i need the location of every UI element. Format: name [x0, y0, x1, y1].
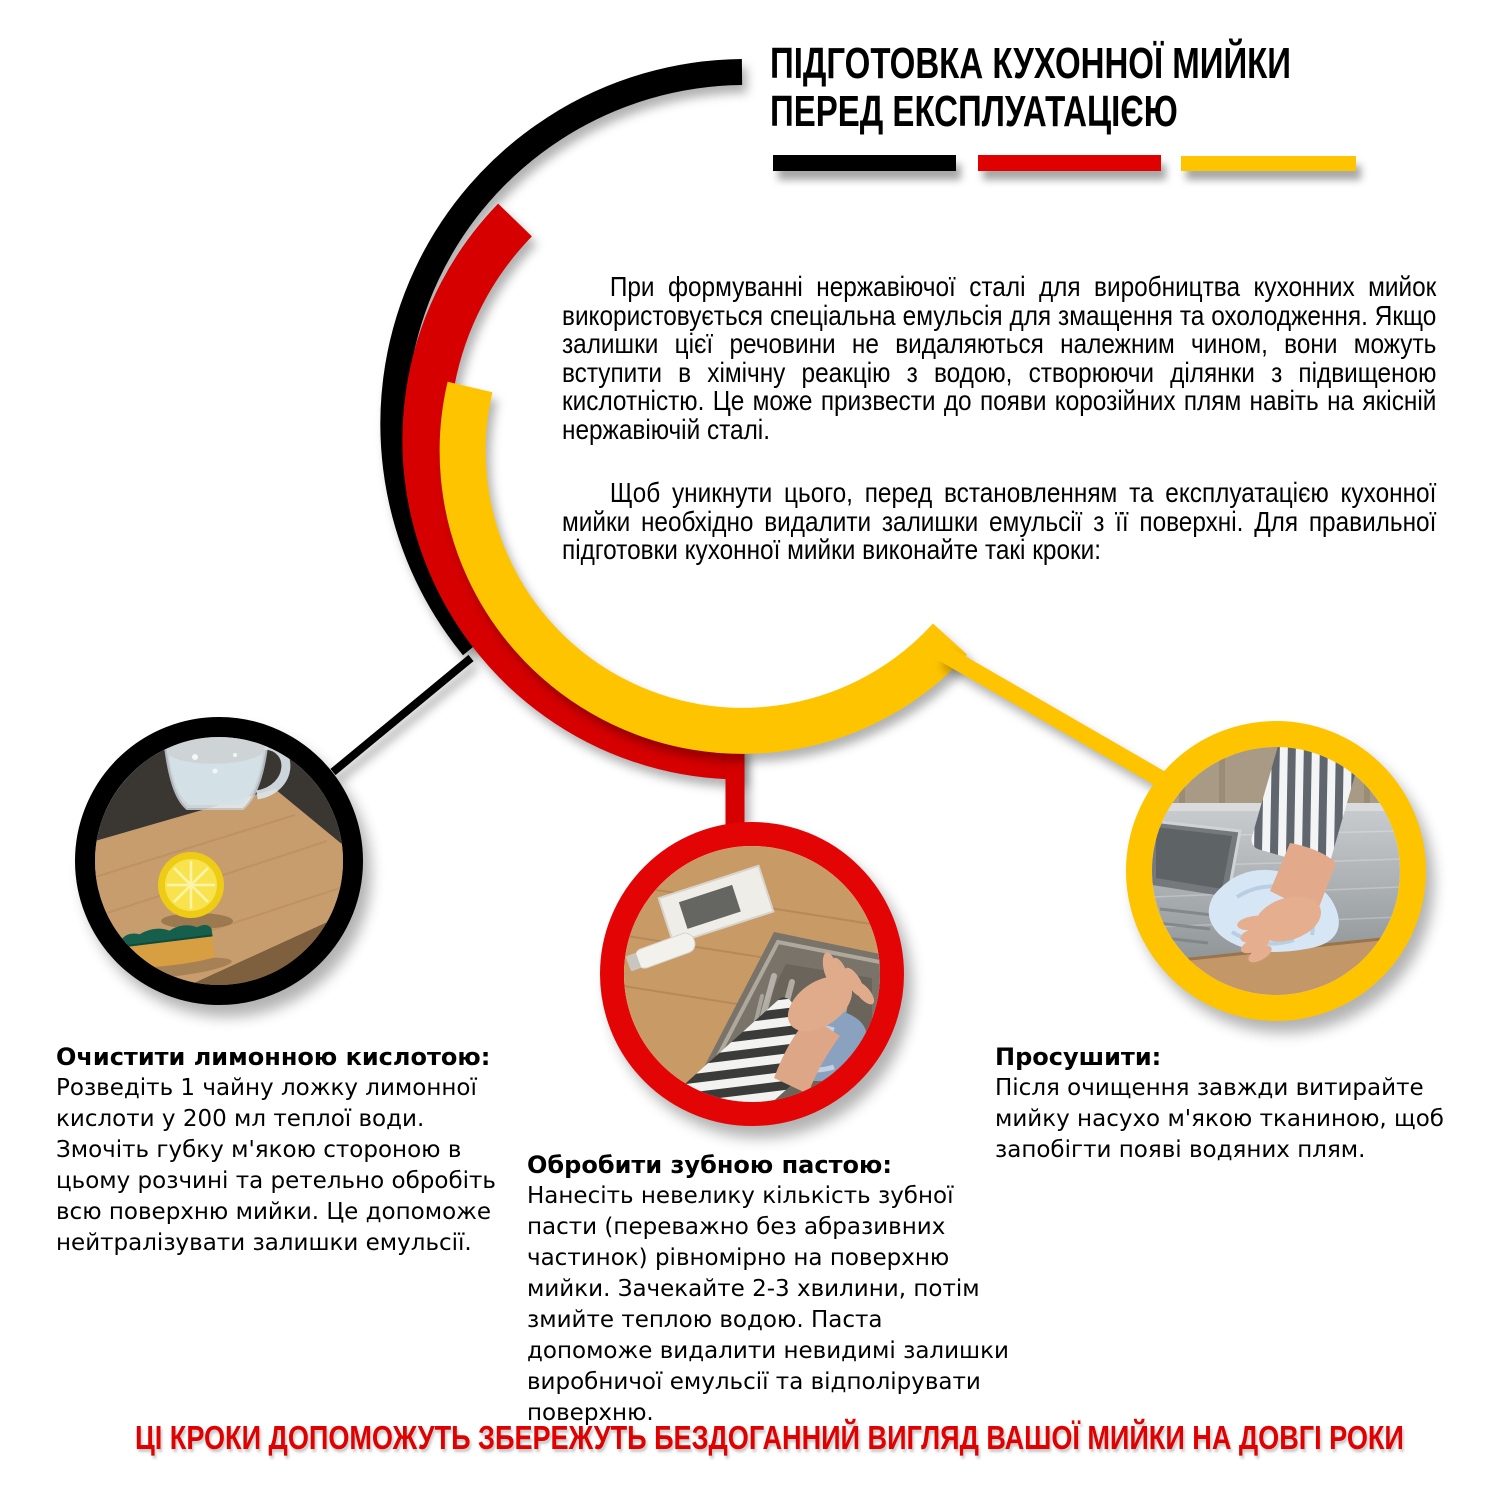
footer-banner: ЦІ КРОКИ ДОПОМОЖУТЬ ЗБЕРЕЖУТЬ БЕЗДОГАННИЙ ВИГЛЯД ВАШОЇ МИЙКИ НА ДОВГІ РОКИ [135, 1419, 1404, 1456]
step-photo-ring-dry [1126, 721, 1426, 1021]
step-toothpaste-description: Нанесіть невелику кількість зубної пасти (переважно без абразивних частинок) рівномірно на поверхню мийки. Зачекайте 2-3 хвилини, потім змийте теплою водою. Паста допоможе видалити невидимі залишки виробничої емульсії та відполірувати поверхню. [527, 1183, 1009, 1426]
flag-bar-red [978, 155, 1161, 171]
step-dry-description: Після очищення завжди витирайте мийку насухо м'якою тканиною, щоб запобігти появі водяних плям. [995, 1075, 1444, 1163]
black-connector-line [333, 658, 471, 772]
step-photo-ring-toothpaste [600, 822, 904, 1126]
step-toothpaste [527, 1150, 1009, 1429]
step-dry-title: Просушити: [995, 1043, 1162, 1071]
intro-paragraph-2: Щоб уникнути цього, перед встановленням та експлуатацією кухонної мийки необхідно видалити залишки емульсії з її поверхні. Для правильної підготовки кухонної мийки виконайте такі кроки: [562, 477, 1437, 565]
intro-paragraph-1: При формуванні нержавіючої сталі для виробництва кухонних мийок використовується спеціальна емульсія для змащення та охолодження. Якщо залишки цієї речовини не видаляються належним чином, вони можуть вступити в хімічну реакцію з водою, створюючи ділянки з підвищеною кислотністю. Це може призвести до появи корозійних плям навіть на якісній нержавіючій сталі. [562, 271, 1437, 445]
page-title [770, 40, 1291, 136]
step-citric-acid [56, 1042, 508, 1259]
photo-toothpaste-sink [624, 846, 880, 1102]
step-dry [995, 1042, 1465, 1166]
page-title-line-2: ПЕРЕД ЕКСПЛУАТАЦІЄЮ [770, 87, 1178, 136]
step-toothpaste-title: Обробити зубною пастою: [527, 1151, 892, 1179]
photo-lemon-pitcher-sponge [95, 737, 343, 985]
step-citric-acid-title: Очистити лимонною кислотою: [56, 1043, 491, 1071]
flag-bar-yellow [1181, 156, 1356, 171]
flag-bar-black [773, 155, 956, 171]
yellow-connector-line [941, 652, 1166, 782]
step-citric-acid-description: Розведіть 1 чайну ложку лимонної кислоти у 200 мл теплої води. Змочіть губку м'якою стороною в цьому розчині та ретельно обробіть всю поверхню мийки. Це допоможе нейтралізувати залишки емульсії. [56, 1075, 496, 1256]
page-title-line-1: ПІДГОТОВКА КУХОННОЇ МИЙКИ [770, 39, 1292, 88]
photo-wiping-sink [1152, 747, 1400, 995]
step-photo-ring-citric-acid [75, 717, 363, 1005]
